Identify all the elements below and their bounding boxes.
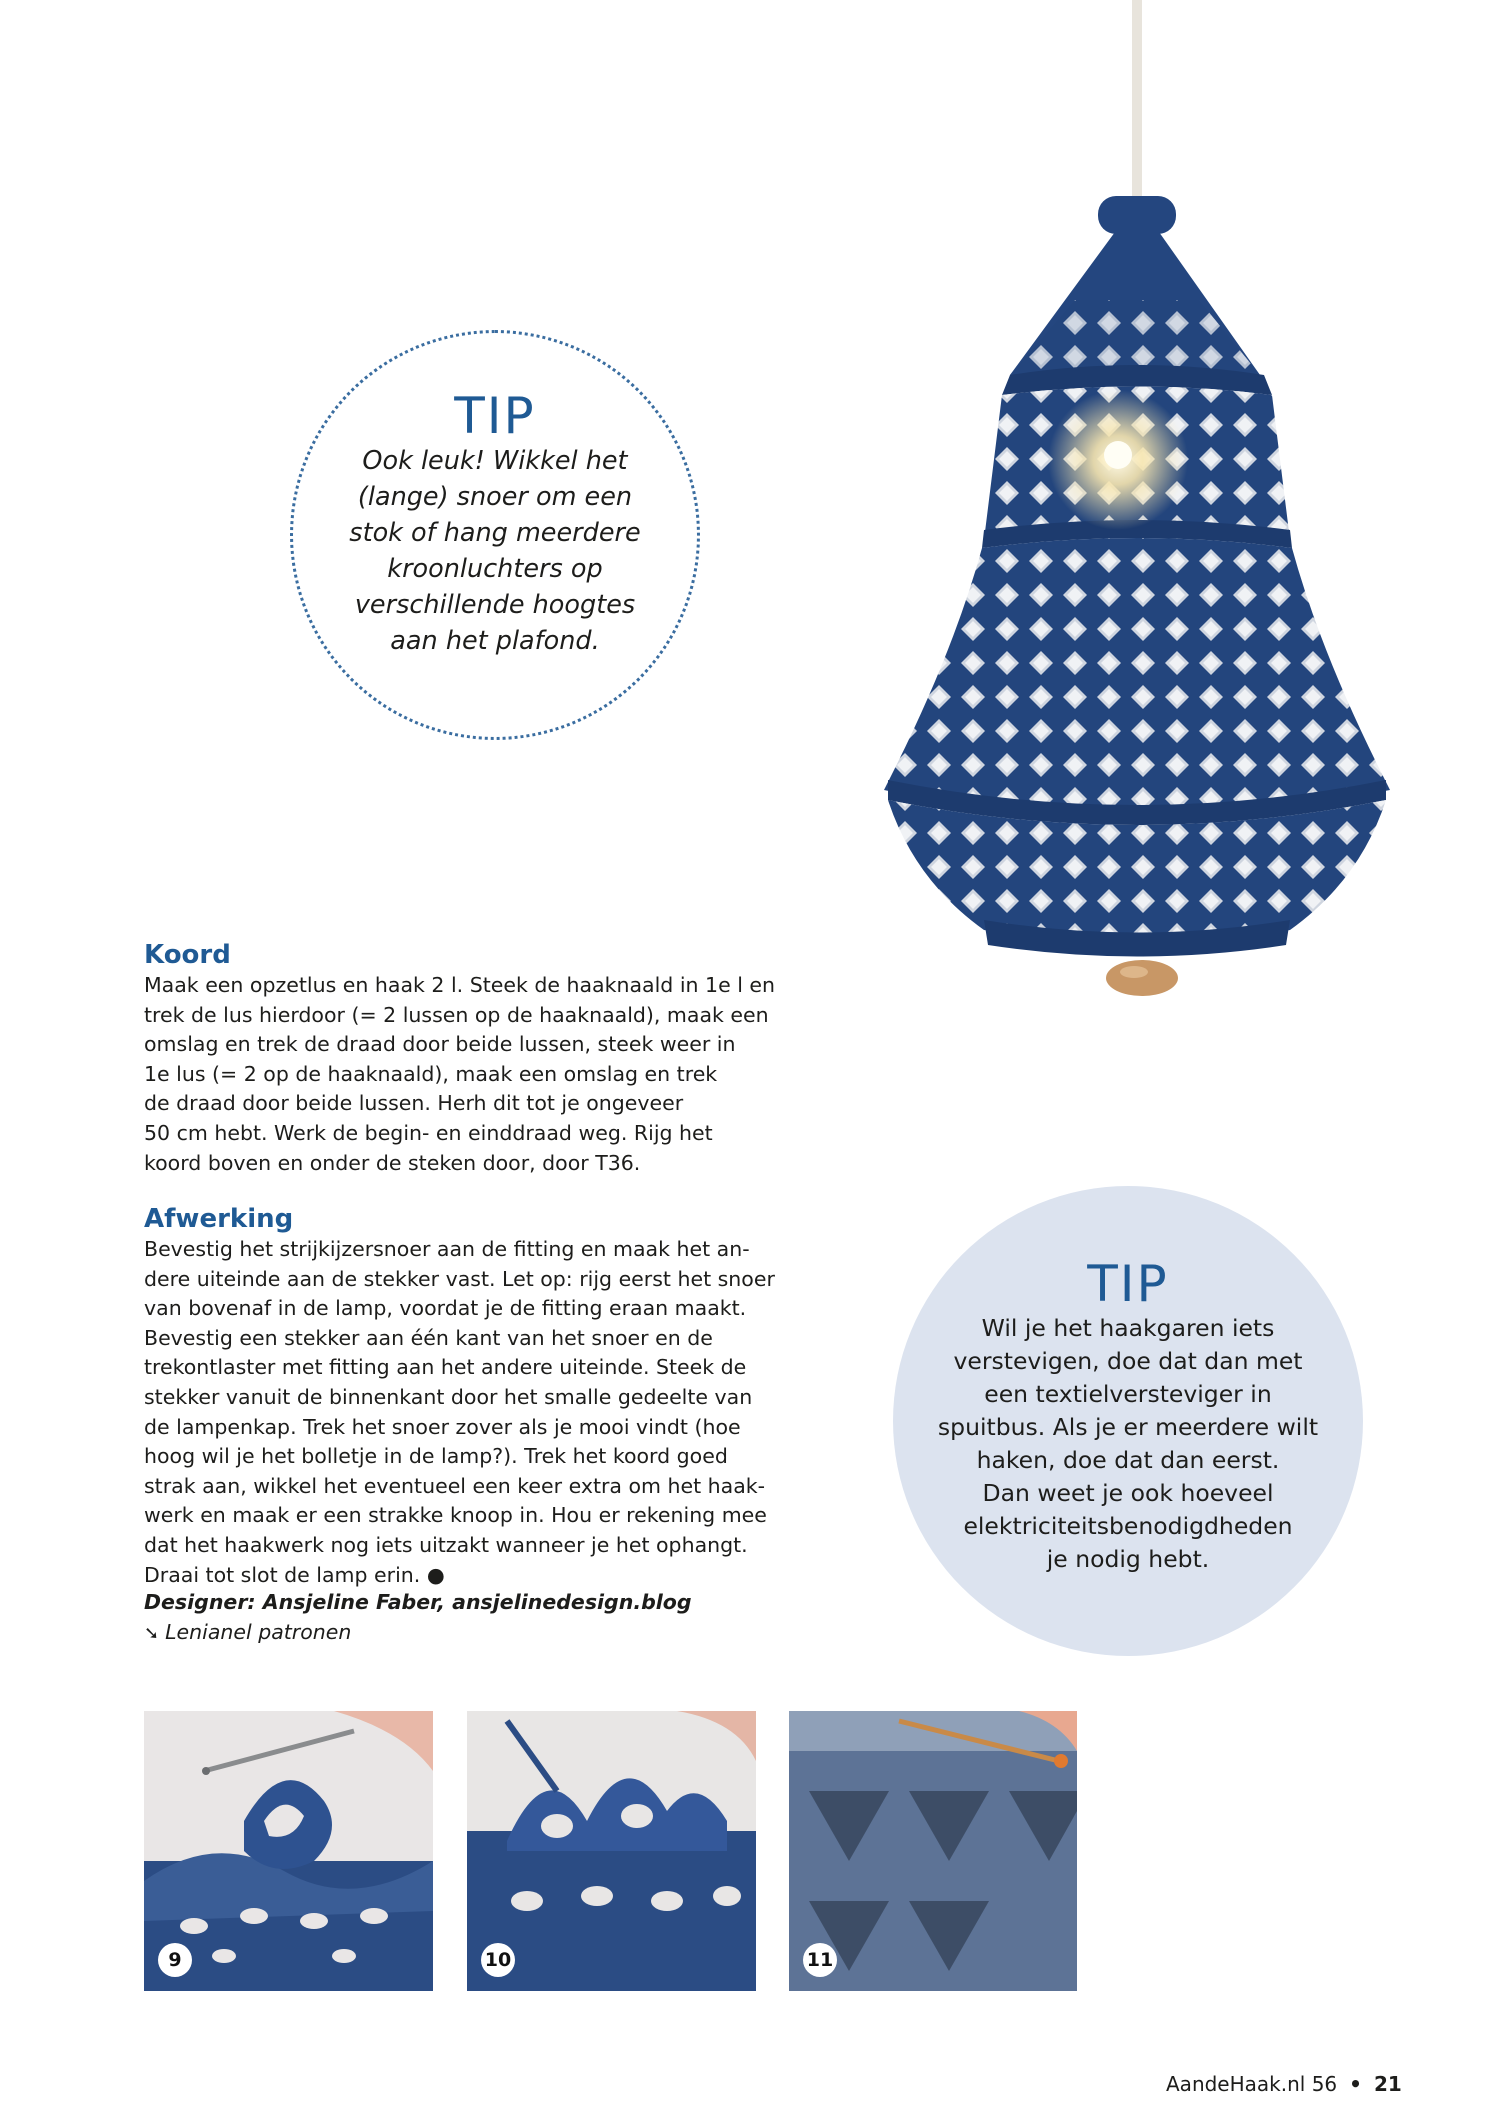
step-photo-10	[467, 1711, 756, 1991]
tip-text	[928, 1312, 1328, 1576]
text-line: werk en maak er een strakke knoop in. Hou er rekening mee	[144, 1503, 767, 1528]
tip-line: kroonluchters op	[387, 554, 603, 584]
text-line: omslag en trek de draad door beide lussen, steek weer in	[144, 1032, 736, 1057]
text-line: Bevestig een stekker aan één kant van het snoer en de	[144, 1325, 713, 1350]
tip-line: verschillende hoogtes	[354, 590, 636, 620]
step-number-badge: 11	[803, 1943, 837, 1977]
text-line: Draai tot slot de lamp erin. ●	[144, 1562, 445, 1587]
page-footer	[1166, 2072, 1402, 2096]
step-number-badge: 10	[481, 1943, 515, 1977]
text-line: Bevestig het strijkijzersnoer aan de fitting en maak het an-	[144, 1237, 750, 1261]
step-photo-9	[144, 1711, 433, 1991]
text-line: van bovenaf in de lamp, voordat je de fitting eraan maakt.	[144, 1296, 747, 1321]
section-text-koord	[144, 971, 776, 1178]
tip-line: je nodig hebt.	[1046, 1545, 1210, 1573]
text-line: de lampenkap. Trek het snoer zover als je mooi vindt (hoe	[144, 1414, 741, 1439]
tip-text	[345, 443, 645, 659]
page-number: 21	[1373, 2072, 1402, 2096]
tip-line: Ook leuk! Wikkel het	[362, 446, 628, 476]
tip-line: verstevigen, doe dat dan met	[953, 1347, 1303, 1375]
tip-title: TIP	[454, 387, 536, 445]
designer-credit: Designer: Ansjeline Faber, ansjelinedesign.blog	[144, 1590, 692, 1614]
tip-title: TIP	[1087, 1255, 1169, 1313]
section-text-afwerking	[144, 1235, 775, 1590]
tip-line: (lange) snoer om een	[357, 482, 633, 512]
text-line: Maak een opzetlus en haak 2 l. Steek de haaknaald in 1e l en	[144, 973, 776, 997]
publication-name: AandeHaak.nl 56	[1166, 2072, 1338, 2096]
step-photo-11	[789, 1711, 1077, 1991]
text-line: trek de lus hierdoor (= 2 lussen op de haaknaald), maak een	[144, 1002, 769, 1027]
tip-line: elektriciteitsbenodigdheden	[963, 1512, 1293, 1540]
text-line: dere uiteinde aan de stekker vast. Let op: rijg eerst het snoer	[144, 1266, 775, 1291]
text-line: de draad door beide lussen. Herh dit tot je ongeveer	[144, 1091, 684, 1116]
text-line: dat het haakwerk nog iets uitzakt wanneer je het ophangt.	[144, 1532, 748, 1557]
arrow-down-right-icon: ➘	[144, 1623, 160, 1644]
text-line: koord boven en onder de steken door, door T36.	[144, 1150, 641, 1175]
crochet-lamp-photo	[820, 0, 1480, 1100]
text-line: stekker vanuit de binnenkant door het smalle gedeelte van	[144, 1384, 753, 1409]
tip-callout-filled	[893, 1186, 1363, 1656]
lamp-illustration	[820, 0, 1480, 1100]
text-line: trekontlaster met fitting aan het andere uiteinde. Steek de	[144, 1355, 747, 1380]
step-number-badge: 9	[158, 1943, 192, 1977]
tip-line: stok of hang meerdere	[349, 518, 641, 548]
tip-line: aan het plafond.	[390, 626, 600, 656]
tip-line: een textielversteviger in	[984, 1380, 1272, 1408]
tip-callout-dotted	[290, 330, 700, 740]
tip-line: Dan weet je ook hoeveel	[982, 1479, 1274, 1507]
section-heading-afwerking: Afwerking	[144, 1204, 294, 1234]
section-heading-koord: Koord	[144, 940, 231, 970]
text-line: 50 cm hebt. Werk de begin- en einddraad weg. Rijg het	[144, 1120, 713, 1145]
tip-line: Wil je het haakgaren iets	[981, 1314, 1275, 1342]
text-line: strak aan, wikkel het eventueel een keer extra om het haak-	[144, 1473, 766, 1498]
pattern-credit-label: Lenianel patronen	[165, 1620, 352, 1644]
tip-line: spuitbus. Als je er meerdere wilt	[937, 1413, 1319, 1441]
text-line: 1e lus (= 2 op de haaknaald), maak een omslag en trek	[144, 1061, 718, 1086]
tip-line: haken, doe dat dan eerst.	[976, 1446, 1280, 1474]
text-line: hoog wil je het bolletje in de lamp?). Trek het koord goed	[144, 1444, 728, 1469]
pattern-credit	[144, 1617, 351, 1649]
footer-separator: •	[1349, 2072, 1362, 2096]
